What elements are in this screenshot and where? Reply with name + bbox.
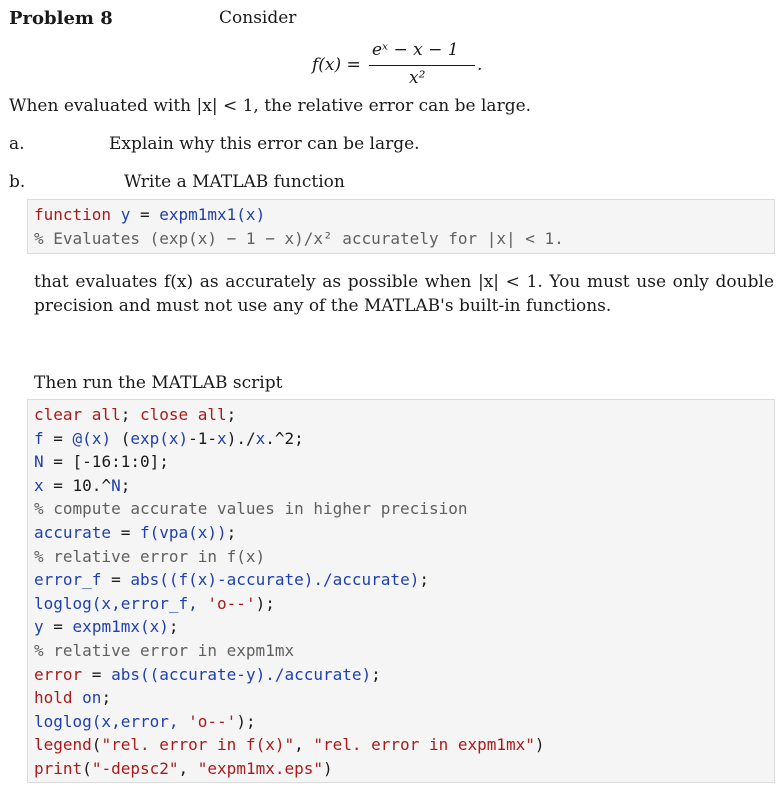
code-token: 'o--' xyxy=(207,593,256,613)
code-token: "rel. error in f(x)" xyxy=(101,735,295,755)
code-token: N xyxy=(111,475,121,495)
code-token: , xyxy=(178,758,198,778)
code-token: 'o--' xyxy=(188,711,237,731)
code-token: ( xyxy=(82,758,92,778)
code-token: loglog(x,error, xyxy=(34,711,179,731)
code-token: , xyxy=(294,735,314,755)
code-token: = xyxy=(43,617,73,637)
code-token: close all xyxy=(139,405,227,424)
code-token: = [-16:1:0]; xyxy=(43,452,169,472)
code-token: expm1mx1(x) xyxy=(159,205,266,224)
code-line xyxy=(28,757,774,781)
code-line xyxy=(28,545,774,569)
code-line xyxy=(28,474,774,498)
code-token: accurate xyxy=(34,522,112,542)
code-line xyxy=(28,663,774,687)
code-token: ; xyxy=(101,688,112,708)
code-line xyxy=(28,615,774,639)
code-token: f(vpa(x)) xyxy=(139,522,227,542)
code-token: ; xyxy=(226,405,237,424)
code-token: error_f xyxy=(34,570,102,590)
consider-text: Consider xyxy=(219,8,297,28)
code-token: hold xyxy=(34,688,73,708)
code-token: % compute accurate values in higher precision xyxy=(34,499,468,519)
code-token: ; xyxy=(226,522,237,542)
code-token: x xyxy=(255,428,266,448)
code-token: -1- xyxy=(188,428,218,448)
code-line xyxy=(28,403,774,427)
code-token: abs((accurate-y)./accurate) xyxy=(111,664,372,684)
formula-lhs: f(x) = xyxy=(312,55,361,75)
code-line xyxy=(28,592,774,616)
code-token: ); xyxy=(255,593,275,613)
code-token: x xyxy=(34,475,44,495)
code-line xyxy=(28,497,774,521)
formula xyxy=(312,40,482,92)
formula-period: . xyxy=(477,55,483,75)
code-line xyxy=(28,733,774,757)
code-token: legend xyxy=(34,735,92,755)
code-token: function xyxy=(34,205,112,224)
code-token: ; xyxy=(419,570,429,590)
code-token: = xyxy=(43,428,73,448)
code-token xyxy=(198,594,208,613)
part-a-text: Explain why this error can be large. xyxy=(109,134,420,154)
code-line xyxy=(28,427,774,451)
code-token: abs((f(x)-accurate)./accurate) xyxy=(130,570,420,590)
code-token: % Evaluates (exp(x) − 1 − x)/x² accurately for |x| < 1. xyxy=(34,228,564,248)
formula-denominator: x² xyxy=(409,68,426,88)
code-token: error xyxy=(34,664,83,684)
code-token: = xyxy=(111,522,140,542)
code-token: % relative error in expm1mx xyxy=(34,640,295,660)
formula-numerator: eˣ − x − 1 xyxy=(372,40,459,60)
part-a-label: a. xyxy=(9,134,25,154)
problem-heading: Problem 8 xyxy=(9,8,113,29)
part-b-text: Write a MATLAB function xyxy=(124,172,345,192)
instructions-paragraph: that evaluates f(x) as accurately as possible when |x| < 1. You must use only double precision and must not use any of the MATLAB's built-in functions. xyxy=(34,272,774,316)
part-b-label: b. xyxy=(9,172,26,192)
code-token: y xyxy=(111,205,140,224)
code-token: N xyxy=(34,452,44,472)
code-token: "rel. error in expm1mx" xyxy=(313,735,535,755)
code-token: f xyxy=(34,428,44,448)
code-token: loglog(x,error_f, xyxy=(34,593,198,613)
code-line xyxy=(28,227,774,251)
code-line xyxy=(28,639,774,663)
code-token: ; xyxy=(168,617,179,637)
code-token xyxy=(179,712,189,731)
code-token: )./ xyxy=(226,428,256,448)
code-token: ; xyxy=(371,664,381,684)
code-token: ) xyxy=(534,735,545,755)
fraction-bar xyxy=(369,65,475,66)
code-line xyxy=(28,568,774,592)
code-line xyxy=(28,521,774,545)
code-token: @(x) xyxy=(72,428,112,448)
code-token: ; xyxy=(120,475,131,495)
code-token: ) xyxy=(323,758,333,778)
code-token: ; xyxy=(120,405,140,424)
code-token: ( xyxy=(91,735,102,755)
code-token: exp(x) xyxy=(130,428,189,448)
code-token: "-depsc2" xyxy=(91,758,179,778)
code-line xyxy=(28,450,774,474)
function-code-block xyxy=(27,199,775,254)
intro-text: When evaluated with |x| < 1, the relative error can be large. xyxy=(9,96,532,116)
code-token: .^2; xyxy=(265,428,304,448)
code-token: x xyxy=(217,428,227,448)
code-line xyxy=(28,686,774,710)
code-token: = 10.^ xyxy=(43,475,112,495)
code-token: = xyxy=(139,205,160,224)
code-token: y xyxy=(34,617,44,637)
code-token xyxy=(73,688,83,707)
code-line xyxy=(28,203,774,227)
code-token: expm1mx(x) xyxy=(72,617,169,637)
code-token: print xyxy=(34,758,83,778)
code-token: on xyxy=(82,688,102,708)
code-token: clear all xyxy=(34,405,121,424)
code-token: % relative error in f(x) xyxy=(34,546,266,566)
code-token: ); xyxy=(236,711,256,731)
code-token: "expm1mx.eps" xyxy=(197,758,324,778)
script-code-block xyxy=(27,399,775,783)
then-run-text: Then run the MATLAB script xyxy=(34,373,283,393)
code-token: = xyxy=(101,570,131,590)
code-line xyxy=(28,710,774,734)
code-token: = xyxy=(82,664,112,684)
code-token: ( xyxy=(111,428,131,448)
